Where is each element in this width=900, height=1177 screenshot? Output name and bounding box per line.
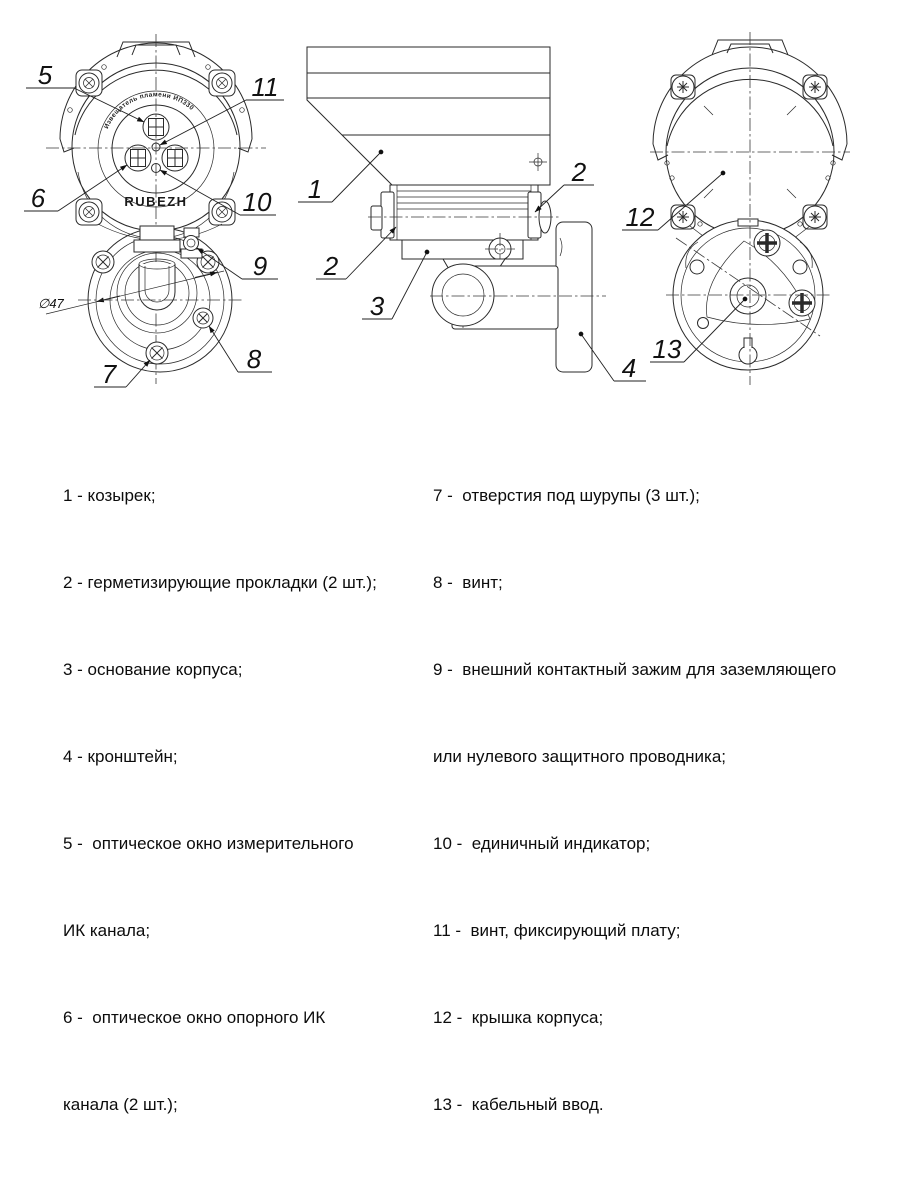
- legend-line: канала (2 шт.);: [63, 1095, 178, 1114]
- plate-hole-right: [793, 260, 807, 274]
- view-rear: [650, 32, 850, 385]
- callout-1-label: 1: [307, 174, 323, 204]
- callout-5-label: 5: [37, 60, 53, 90]
- callout-11-label: 11: [251, 72, 279, 102]
- callout-3-label: 3: [369, 291, 385, 321]
- legend-line: ИК канала;: [63, 921, 151, 940]
- legend-line: 11 - винт, фиксирующий плату;: [433, 921, 681, 940]
- legend-line: 7 - отверстия под шурупы (3 шт.);: [433, 486, 700, 505]
- legend-line: 1 - козырек;: [63, 486, 156, 505]
- view-front: [46, 34, 266, 384]
- legend-line: или нулевого защитного проводника;: [433, 747, 727, 766]
- legend-line: 2 - герметизирующие прокладки (2 шт.);: [63, 573, 377, 592]
- bracket-plate-rear: [666, 219, 830, 370]
- legend-line: 8 - винт;: [433, 573, 503, 592]
- plate-screw-lower: [789, 290, 815, 316]
- callout-8-label: 8: [246, 344, 262, 374]
- torx-screw-bottom-right: [803, 205, 827, 229]
- diameter-label: ∅47: [38, 296, 64, 311]
- callout-7: [94, 359, 150, 389]
- callout-3: [362, 252, 427, 321]
- swivel-stem-flange: [134, 240, 180, 252]
- legend-line: 10 - единичный индикатор;: [433, 834, 651, 853]
- plate-screw-upper: [754, 230, 780, 256]
- cover-screw-bottom-right: [209, 199, 235, 225]
- sealing-gasket-right: [528, 192, 551, 238]
- callout-2-right-label: 2: [571, 157, 587, 187]
- optical-window-reference-left: [125, 145, 151, 171]
- callout-12-label: 12: [625, 202, 655, 232]
- callout-13-label: 13: [652, 334, 682, 364]
- legend-line: 12 - крышка корпуса;: [433, 1008, 604, 1027]
- legend-line: 9 - внешний контактный зажим для заземляющего: [433, 660, 837, 679]
- callout-8: [209, 326, 272, 374]
- legend-line: 4 - кронштейн;: [63, 747, 178, 766]
- cover-screw-top-right: [209, 70, 235, 96]
- torx-screw-top-left: [671, 75, 695, 99]
- legend-line: 3 - основание корпуса;: [63, 660, 243, 679]
- callout-2-left-label: 2: [323, 251, 339, 281]
- optical-window-reference-right: [162, 145, 188, 171]
- callout-4-label: 4: [621, 353, 637, 383]
- cover-screw-top-left: [76, 70, 102, 96]
- legend-column-left: [63, 423, 435, 1177]
- legend-line: 13 - кабельный ввод.: [433, 1095, 604, 1114]
- callout-9-label: 9: [252, 251, 268, 281]
- view-side: [307, 47, 606, 372]
- ground-contact-clamp: [181, 228, 202, 258]
- legend-column-right: [433, 423, 895, 1177]
- plate-top-notch: [738, 219, 758, 226]
- legend-line: 6 - оптическое окно опорного ИК: [63, 1008, 326, 1027]
- cover-screw-bottom-left: [76, 199, 102, 225]
- visor-outline: [307, 47, 550, 185]
- housing-cylinder: [390, 185, 538, 240]
- callout-6-label: 6: [30, 183, 46, 213]
- callout-7-label: 7: [101, 359, 117, 389]
- callout-10-label: 10: [242, 187, 272, 217]
- torx-screw-top-right: [803, 75, 827, 99]
- arc-text: Извещатель пламени ИП330: [103, 91, 196, 130]
- legend-line: 5 - оптическое окно измерительного: [63, 834, 354, 853]
- plate-hole-left: [690, 260, 704, 274]
- plate-hole-lower: [698, 318, 709, 329]
- ball-joint: [432, 264, 494, 326]
- brand-text: RUBEZH: [124, 194, 188, 209]
- screw-hole-top-left: [92, 251, 114, 273]
- diameter-dimension: [38, 271, 224, 314]
- sealing-gasket-left: [371, 192, 394, 238]
- view-bottom: [38, 224, 244, 372]
- fixing-screw-8: [193, 308, 213, 328]
- drawing-views: [0, 0, 900, 420]
